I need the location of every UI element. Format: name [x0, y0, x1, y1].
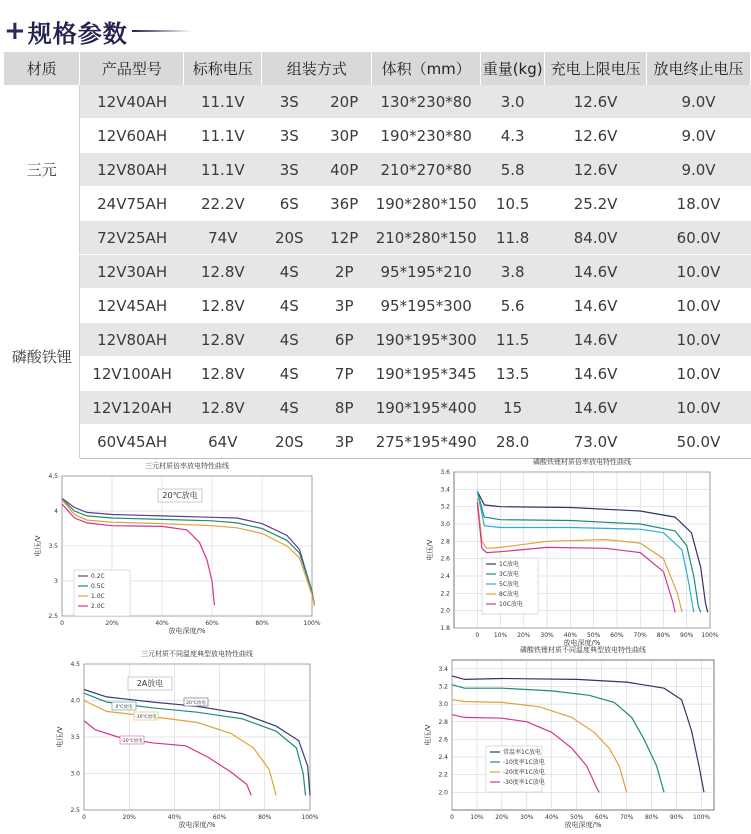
- legend-label: 0.2C: [91, 573, 105, 580]
- voltage-cell: 64V: [184, 425, 262, 459]
- voltage-cell: 12.8V: [184, 289, 262, 323]
- parallel-cell: 2P: [317, 255, 372, 289]
- y-tick-label: 2.8: [440, 538, 450, 546]
- x-tick-label: 100%: [303, 620, 321, 627]
- model-cell: 12V80AH: [80, 323, 184, 357]
- model-cell: 12V40AH: [80, 85, 184, 119]
- plus-icon: +: [4, 16, 26, 46]
- col-header-voltage: 标称电压: [184, 52, 262, 85]
- volume-cell: 190*195*300: [372, 323, 481, 357]
- table-row: [4, 357, 751, 391]
- series-cell: 4S: [262, 323, 317, 357]
- model-cell: 12V45AH: [80, 289, 184, 323]
- series-cell: 4S: [262, 357, 317, 391]
- x-tick-label: 50%: [586, 632, 601, 639]
- series-cell: 20S: [262, 425, 317, 459]
- x-axis-label: 放电深度/%: [178, 821, 216, 829]
- volume-cell: 95*195*210: [372, 255, 481, 289]
- model-cell: 72V25AH: [80, 221, 184, 255]
- x-tick-label: 80%: [258, 814, 272, 821]
- weight-cell: 10.5: [481, 187, 545, 221]
- weight-cell: 3.8: [481, 255, 545, 289]
- y-axis-label: 电压/V: [426, 539, 434, 561]
- cutoff-voltage-cell: 10.0V: [647, 255, 751, 289]
- parallel-cell: 7P: [317, 357, 372, 391]
- cutoff-voltage-cell: 10.0V: [647, 357, 751, 391]
- weight-cell: 11.8: [481, 221, 545, 255]
- col-header-model: 产品型号: [80, 52, 184, 85]
- x-tick-label: 60%: [212, 814, 227, 821]
- table-row: [4, 119, 751, 153]
- cutoff-voltage-cell: 9.0V: [647, 153, 751, 187]
- chart-title: 三元材质倍率放电特性曲线: [145, 462, 229, 470]
- table-row: [4, 153, 751, 187]
- volume-cell: 210*280*150: [372, 221, 481, 255]
- weight-cell: 3.0: [481, 85, 545, 119]
- y-tick-label: 2.4: [440, 573, 450, 580]
- x-tick-label: 100%: [692, 814, 711, 821]
- chart-title: 三元材质不同温度典型放电特性曲线: [141, 650, 253, 658]
- x-tick-label: 40%: [563, 632, 578, 639]
- voltage-cell: 12.8V: [184, 357, 262, 391]
- legend-label: 常温率1C放电: [503, 749, 542, 756]
- x-tick-label: 0: [82, 814, 86, 821]
- x-tick-label: 80%: [255, 620, 269, 627]
- parallel-cell: 3P: [317, 425, 372, 459]
- model-cell: 12V60AH: [80, 119, 184, 153]
- table-row: [4, 221, 751, 255]
- legend-label: 0.5C: [91, 583, 105, 590]
- series-cell: 4S: [262, 255, 317, 289]
- legend-label: 8C放电: [499, 591, 520, 598]
- weight-cell: 5.6: [481, 289, 545, 323]
- chart-lfp-temp: [418, 644, 718, 834]
- x-tick-label: 60%: [595, 814, 609, 821]
- volume-cell: 190*230*80: [372, 119, 481, 153]
- legend-label: 1C放电: [499, 561, 520, 568]
- col-header-assembly: 组装方式: [262, 52, 372, 85]
- x-tick-label: 0: [450, 814, 454, 821]
- charge-voltage-cell: 14.6V: [545, 289, 647, 323]
- y-tick-label: 3.4: [438, 665, 448, 673]
- parallel-cell: 8P: [317, 391, 372, 425]
- series-cell: 4S: [262, 289, 317, 323]
- spec-table: [4, 52, 751, 459]
- col-header-material: 材质: [4, 52, 80, 85]
- cutoff-voltage-cell: 18.0V: [647, 187, 751, 221]
- series-cell: 6S: [262, 187, 317, 221]
- voltage-cell: 74V: [184, 221, 262, 255]
- chart-ncm-temp: [28, 644, 318, 834]
- parallel-cell: 40P: [317, 153, 372, 187]
- volume-cell: 190*195*400: [372, 391, 481, 425]
- parallel-cell: 6P: [317, 323, 372, 357]
- table-row: [4, 289, 751, 323]
- cutoff-voltage-cell: 9.0V: [647, 85, 751, 119]
- x-tick-label: 50%: [570, 814, 584, 821]
- cutoff-voltage-cell: 10.0V: [647, 323, 751, 357]
- legend-label: -30度率1C放电: [503, 779, 545, 786]
- y-tick-label: 2.6: [440, 555, 450, 563]
- chart-title: 磷酸铁锂材质倍率放电特性曲线: [533, 458, 631, 466]
- chart-annotation: 20℃放电: [162, 491, 198, 500]
- x-tick-label: 40%: [545, 814, 559, 821]
- cutoff-voltage-cell: 10.0V: [647, 289, 751, 323]
- chart-lfp-temp-svg: [418, 644, 718, 834]
- cutoff-voltage-cell: 9.0V: [647, 119, 751, 153]
- x-tick-label: 100%: [701, 632, 719, 639]
- legend-label: 3C放电: [499, 571, 520, 578]
- table-row: [4, 255, 751, 289]
- legend-label: -20度率1C放电: [503, 769, 545, 776]
- x-axis-label: 放电深度/%: [168, 627, 206, 635]
- series-label: -10℃放电: [135, 715, 157, 720]
- series-cell: 20S: [262, 221, 317, 255]
- col-header-cutoff-voltage: 放电终止电压: [647, 52, 751, 85]
- y-tick-label: 3.0: [438, 701, 448, 709]
- voltage-cell: 12.8V: [184, 255, 262, 289]
- y-tick-label: 2.2: [438, 771, 448, 779]
- x-tick-label: 20%: [495, 814, 509, 821]
- charge-voltage-cell: 12.6V: [545, 119, 647, 153]
- x-tick-label: 80%: [644, 814, 659, 821]
- x-tick-label: 40%: [167, 814, 182, 821]
- chart-ncm-rate: [28, 452, 321, 642]
- section-title: 规格参数: [27, 19, 128, 48]
- parallel-cell: 12P: [317, 221, 372, 255]
- y-tick-label: 2.2: [440, 590, 450, 598]
- charge-voltage-cell: 12.6V: [545, 85, 647, 119]
- volume-cell: 275*195*490: [372, 425, 481, 459]
- charge-voltage-cell: 25.2V: [545, 187, 647, 221]
- legend-label: 10C放电: [499, 601, 523, 608]
- series-label: -20℃放电: [121, 739, 143, 744]
- section-header: [4, 14, 192, 48]
- voltage-cell: 11.1V: [184, 119, 262, 153]
- chart-lfp-rate: [418, 452, 718, 648]
- legend-label: -10度率1C放电: [503, 759, 545, 766]
- y-tick-label: 4.5: [70, 661, 80, 668]
- voltage-cell: 22.2V: [184, 187, 262, 221]
- x-tick-label: 90%: [680, 632, 694, 639]
- col-header-volume: 体积（mm）: [372, 52, 481, 85]
- chart-title: 磷酸铁锂材质不同温度典型放电特性曲线: [520, 646, 646, 654]
- x-tick-label: 30%: [540, 632, 554, 639]
- table-row: [4, 85, 751, 119]
- series-cell: 4S: [262, 391, 317, 425]
- charge-voltage-cell: 14.6V: [545, 255, 647, 289]
- voltage-cell: 11.1V: [184, 85, 262, 119]
- table-header-row: [4, 52, 751, 85]
- x-tick-label: 90%: [669, 814, 684, 821]
- x-axis-label: 放电深度/%: [563, 639, 601, 647]
- legend-label: 2.0C: [91, 603, 105, 610]
- model-cell: 24V75AH: [80, 187, 184, 221]
- charge-voltage-cell: 84.0V: [545, 221, 647, 255]
- y-tick-label: 4.0: [70, 697, 80, 705]
- y-tick-label: 2.0: [440, 607, 450, 615]
- legend-label: 5C放电: [499, 581, 520, 588]
- chart-annotation: 2A放电: [136, 679, 164, 688]
- col-header-charge-voltage: 充电上限电压: [545, 52, 647, 85]
- weight-cell: 15: [481, 391, 545, 425]
- voltage-cell: 12.8V: [184, 391, 262, 425]
- volume-cell: 190*280*150: [372, 187, 481, 221]
- weight-cell: 13.5: [481, 357, 545, 391]
- y-tick-label: 2.4: [438, 754, 448, 762]
- model-cell: 12V120AH: [80, 391, 184, 425]
- series-label: 0℃放电: [115, 705, 133, 710]
- volume-cell: 130*230*80: [372, 85, 481, 119]
- y-tick-label: 3.5: [70, 734, 80, 741]
- y-tick-label: 3.4: [440, 486, 450, 494]
- y-tick-label: 4.5: [48, 473, 58, 480]
- x-tick-label: 0: [60, 620, 64, 627]
- material-cell: 磷酸铁锂: [4, 255, 80, 459]
- voltage-cell: 12.8V: [184, 323, 262, 357]
- model-cell: 12V80AH: [80, 153, 184, 187]
- y-tick-label: 2.5: [48, 613, 58, 620]
- weight-cell: 11.5: [481, 323, 545, 357]
- weight-cell: 28.0: [481, 425, 545, 459]
- weight-cell: 4.3: [481, 119, 545, 153]
- charge-voltage-cell: 14.6V: [545, 323, 647, 357]
- table-row: [4, 391, 751, 425]
- series-cell: 3S: [262, 153, 317, 187]
- charge-voltage-cell: 73.0V: [545, 425, 647, 459]
- y-tick-label: 3.6: [440, 469, 450, 476]
- y-tick-label: 3.5: [48, 543, 58, 550]
- x-tick-label: 70%: [633, 632, 647, 639]
- title-underline: [132, 30, 192, 32]
- material-cell: 三元: [4, 85, 80, 255]
- y-axis-label: 电压/V: [424, 724, 432, 746]
- x-tick-label: 60%: [610, 632, 624, 639]
- chart-ncm-rate-svg: [28, 452, 321, 642]
- y-tick-label: 2.5: [70, 807, 80, 814]
- table-row: [4, 323, 751, 357]
- volume-cell: 95*195*300: [372, 289, 481, 323]
- y-axis-label: 电压/V: [34, 535, 42, 557]
- y-tick-label: 3.0: [70, 770, 80, 778]
- y-axis-label: 电压/V: [56, 726, 64, 748]
- volume-cell: 190*195*345: [372, 357, 481, 391]
- volume-cell: 210*270*80: [372, 153, 481, 187]
- x-tick-label: 70%: [619, 814, 634, 821]
- x-tick-label: 10%: [470, 814, 484, 821]
- cutoff-voltage-cell: 10.0V: [647, 391, 751, 425]
- charge-voltage-cell: 14.6V: [545, 391, 647, 425]
- x-tick-label: 60%: [205, 620, 219, 627]
- y-tick-label: 3.2: [438, 683, 448, 691]
- x-axis-label: 放电深度/%: [564, 821, 602, 829]
- x-tick-label: 100%: [301, 814, 319, 821]
- series-cell: 3S: [262, 85, 317, 119]
- y-tick-label: 3: [54, 578, 58, 585]
- parallel-cell: 36P: [317, 187, 372, 221]
- legend-label: 1.0C: [91, 593, 105, 600]
- series-cell: 3S: [262, 119, 317, 153]
- charge-voltage-cell: 12.6V: [545, 153, 647, 187]
- y-tick-label: 2.6: [438, 736, 448, 744]
- y-tick-label: 1.8: [440, 625, 450, 632]
- x-tick-label: 20%: [517, 632, 531, 639]
- y-tick-label: 2.8: [438, 718, 448, 726]
- y-tick-label: 2.0: [438, 789, 448, 797]
- y-tick-label: 4: [54, 508, 58, 515]
- model-cell: 12V100AH: [80, 357, 184, 391]
- weight-cell: 5.8: [481, 153, 545, 187]
- x-tick-label: 30%: [520, 814, 534, 821]
- x-tick-label: 20%: [105, 620, 119, 627]
- x-tick-label: 40%: [155, 620, 169, 627]
- y-tick-label: 3.2: [440, 503, 450, 511]
- chart-lfp-rate-svg: [418, 452, 718, 648]
- parallel-cell: 20P: [317, 85, 372, 119]
- voltage-cell: 11.1V: [184, 153, 262, 187]
- series-label: 20℃放电: [186, 701, 206, 706]
- x-tick-label: 80%: [656, 632, 671, 639]
- parallel-cell: 3P: [317, 289, 372, 323]
- x-tick-label: 10%: [493, 632, 508, 639]
- x-tick-label: 20%: [122, 814, 136, 821]
- col-header-weight: 重量(kg): [481, 52, 545, 85]
- cutoff-voltage-cell: 50.0V: [647, 425, 751, 459]
- table-row: [4, 187, 751, 221]
- x-tick-label: 0: [475, 632, 480, 639]
- charge-voltage-cell: 14.6V: [545, 357, 647, 391]
- cutoff-voltage-cell: 60.0V: [647, 221, 751, 255]
- chart-ncm-temp-svg: [28, 644, 318, 834]
- model-cell: 60V45AH: [80, 425, 184, 459]
- y-tick-label: 3.0: [440, 521, 450, 528]
- parallel-cell: 30P: [317, 119, 372, 153]
- model-cell: 12V30AH: [80, 255, 184, 289]
